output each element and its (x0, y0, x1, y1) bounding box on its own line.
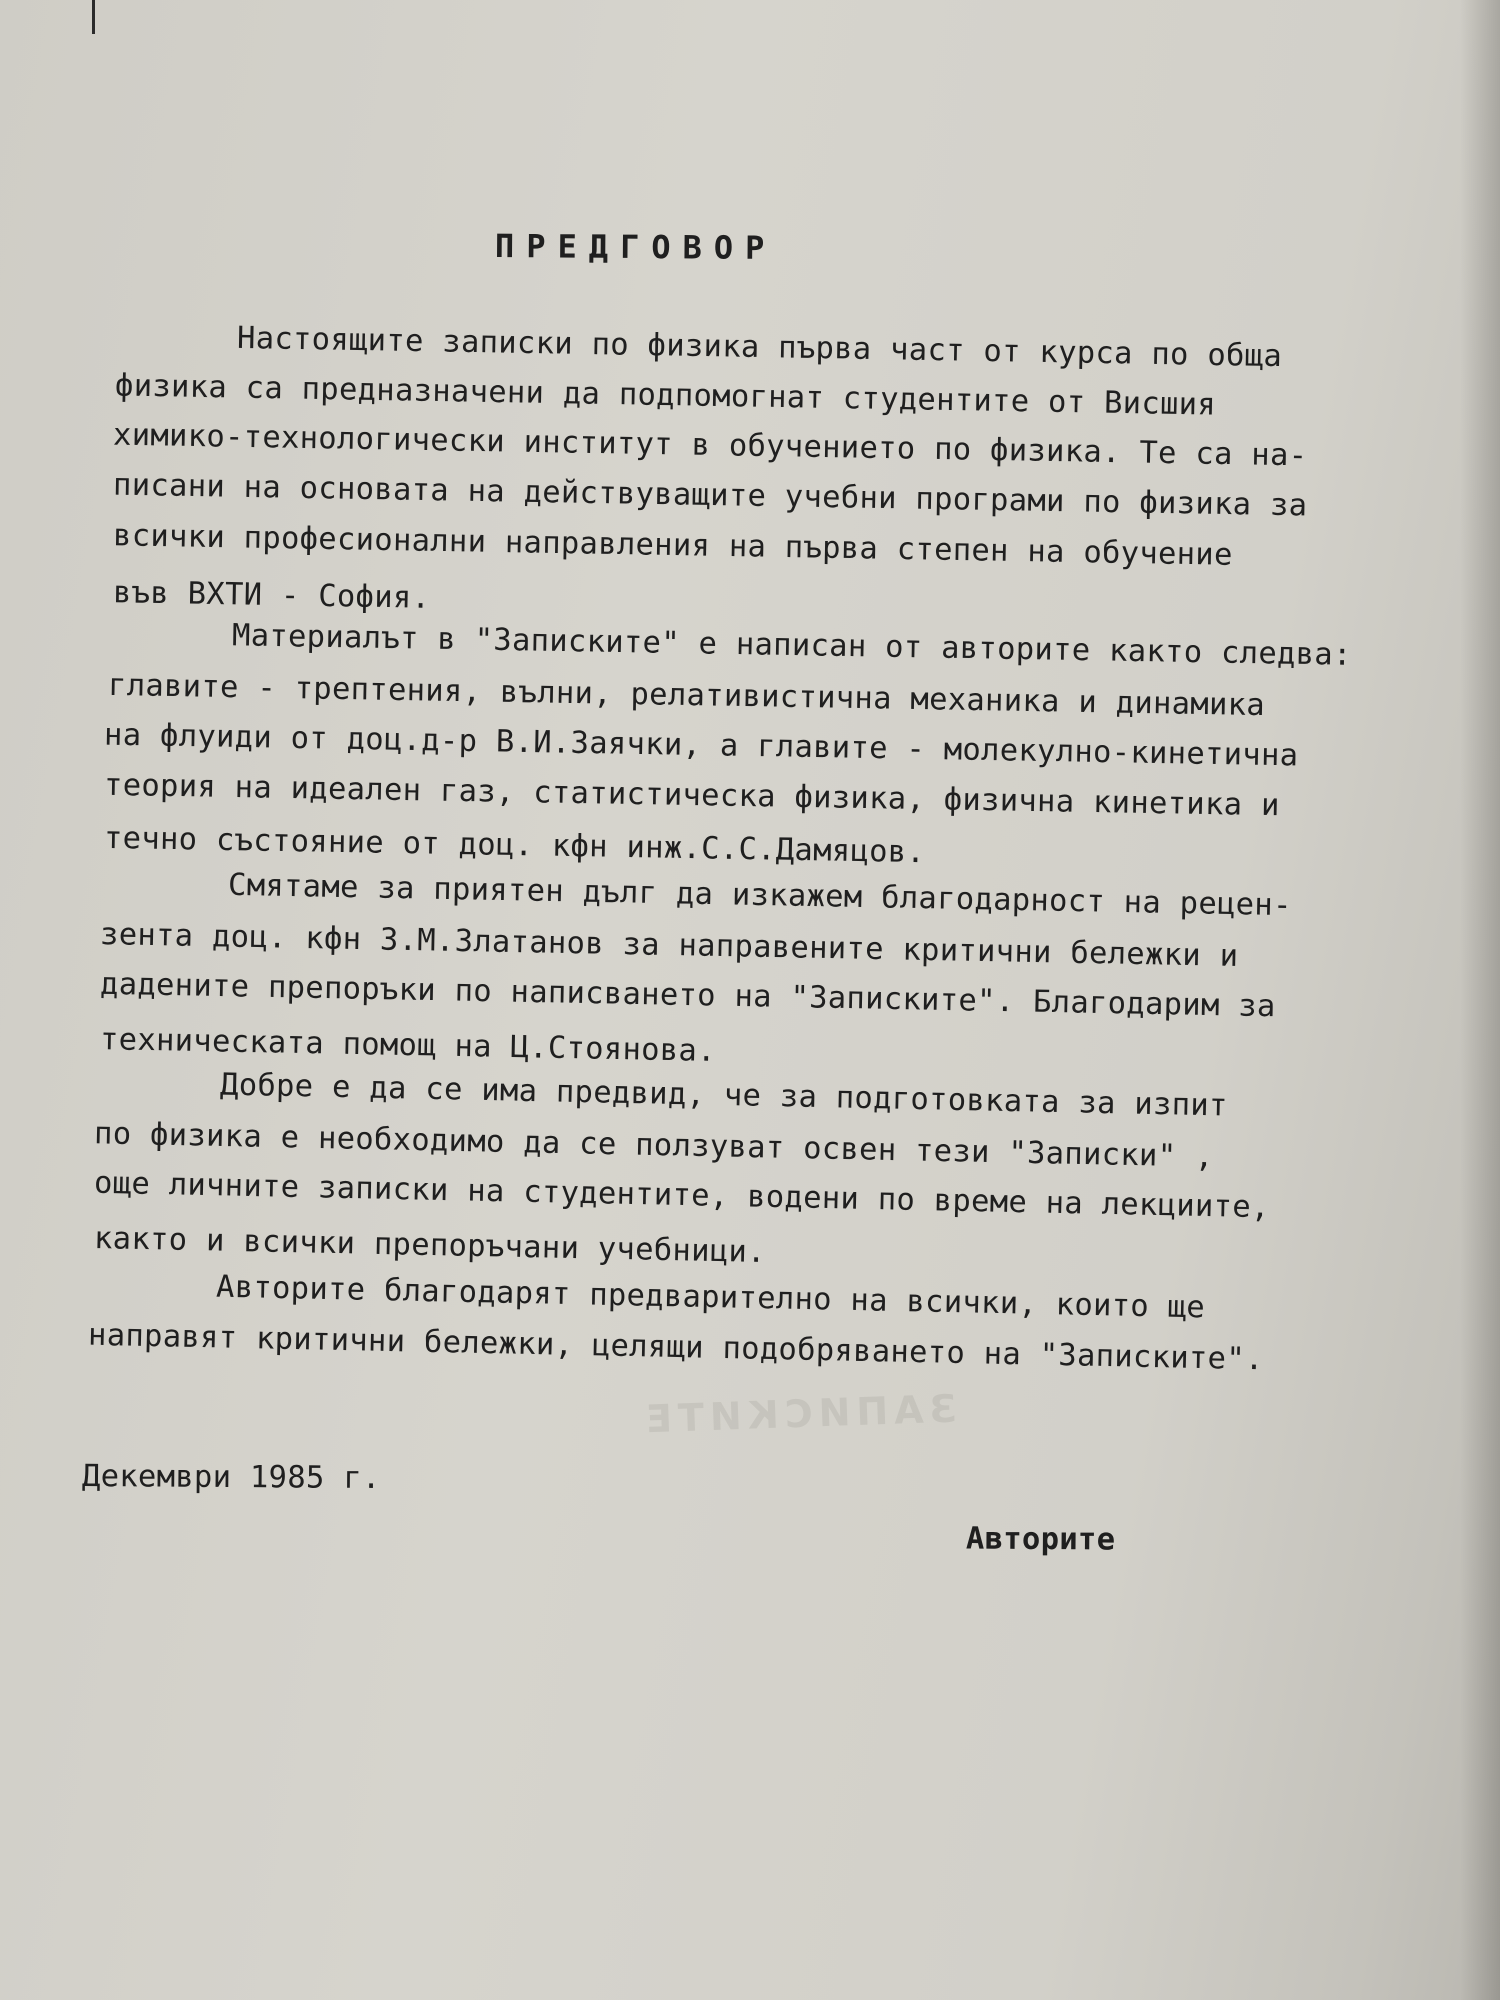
text-line: по физика е необходимо да се ползуват освен тези "Записки" , (93, 1116, 1215, 1175)
text-line: теория на идеален газ, статистическа физика, физична кинетика и (103, 767, 1280, 824)
text-line: дадените препоръки по написването на "Записките". Благодарим за (99, 966, 1276, 1025)
document-date: Декември 1985 г. (81, 1458, 381, 1497)
text-line: течно състояние от доц. кфн инж.С.С.Дамяцов. (103, 820, 926, 871)
text-line: писани на основата на действуващите учебни програми по физика за (112, 467, 1308, 524)
text-line: Авторите благодарят предварително на всички, които ще (215, 1269, 1206, 1326)
text-line: физика са предназначени да подпомогнат студентите от Висшия (114, 368, 1217, 423)
page-title: ПРЕДГОВОР (494, 227, 777, 267)
text-line: направят критични бележки, целящи подобряването на "Записките". (87, 1317, 1264, 1378)
bleed-through-text: ЗАПИСКИТЕ (639, 1386, 958, 1442)
text-line: химико-технологически институт в обучението по физика. Те са на- (112, 417, 1308, 474)
signature-line: Авторите (965, 1521, 1116, 1558)
text-line: Добре е да се има предвид, че за подготовката за изпит (219, 1067, 1229, 1124)
text-line: както и всички препоръчани учебници. (93, 1220, 767, 1271)
page-edge-shadow (1460, 0, 1500, 2000)
text-line: във ВХТИ - София. (112, 575, 431, 616)
text-line: Материалът в "Записките" е написан от авторите както следва: (231, 618, 1352, 673)
text-line: всички професионални направления на първа степен на обучение (112, 518, 1233, 573)
text-line: главите - трептения, вълни, релативистична механика и динамика (107, 667, 1266, 724)
text-line: още личните записки на студентите, водени по време на лекциите, (93, 1165, 1270, 1226)
text-line: зента доц. кфн З.М.Златанов за направените критични бележки и (99, 917, 1239, 974)
binding-mark (92, 0, 95, 34)
text-line: на флуиди от доц.д-р В.И.Заячки, а главите - молекулно-кинетична (103, 717, 1299, 774)
text-line: техническата помощ на Ц.Стоянова. (99, 1022, 717, 1069)
text-line: Смятаме за приятен дълг да изкажем благодарност на рецен- (227, 867, 1293, 924)
text-line: Настоящите записки по физика първа част от курса по обща (236, 320, 1283, 375)
